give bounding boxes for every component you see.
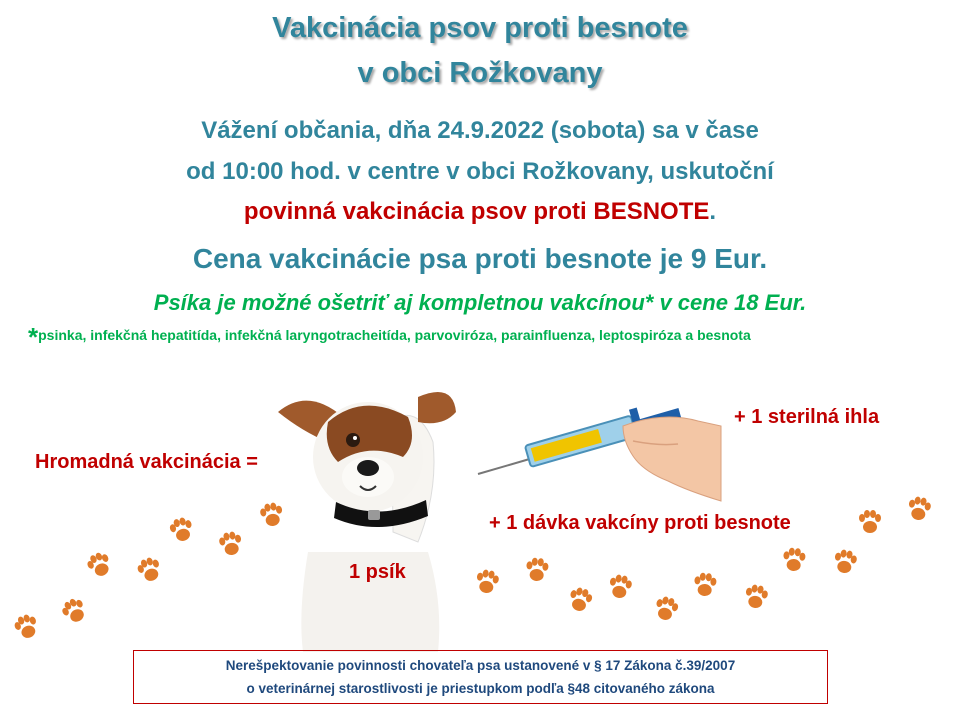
paw-print-icon bbox=[567, 586, 594, 614]
paw-print-icon bbox=[693, 572, 717, 597]
paw-print-icon bbox=[168, 516, 195, 544]
notice-line3-tail: . bbox=[709, 198, 717, 225]
complete-vaccine-line: Psíka je možné ošetriť aj kompletnou vakcínou* v cene 18 Eur. bbox=[153, 290, 807, 315]
paw-print-icon bbox=[782, 547, 806, 572]
notice-line3-red: povinná vakcinácia psov proti BESNOTE bbox=[243, 198, 710, 225]
legal-notice-box bbox=[133, 650, 828, 704]
paw-print-icon bbox=[832, 548, 858, 574]
footnote-star: * bbox=[28, 322, 39, 352]
page-title-line1: Vakcinácia psov proti besnote bbox=[272, 12, 688, 44]
legal-line1: Nerešpektovanie povinnosti chovateľa psa ustanovené v § 17 Zákona č.39/2007 bbox=[225, 658, 736, 673]
mass-vaccination-label: Hromadná vakcinácia = bbox=[35, 451, 258, 473]
paw-print-icon bbox=[474, 568, 500, 594]
price-line: Cena vakcinácie psa proti besnote je 9 Eur. bbox=[192, 243, 768, 274]
legal-line2: o veterinárnej starostlivosti je priestupkom podľa §48 citovaného zákona bbox=[246, 681, 715, 696]
page-title-line2: v obci Rožkovany bbox=[357, 57, 603, 89]
needle-label: + 1 sterilná ihla bbox=[734, 406, 880, 428]
dose-label: + 1 dávka vakcíny proti besnote bbox=[489, 512, 791, 534]
paw-print-icon bbox=[85, 550, 115, 580]
paw-print-icon bbox=[218, 530, 244, 556]
paw-print-icon bbox=[743, 583, 769, 609]
notice-line1: Vážení občania, dňa 24.9.2022 (sobota) sa v čase bbox=[201, 117, 759, 144]
syringe-illustration bbox=[473, 406, 723, 506]
paw-print-icon bbox=[607, 573, 633, 599]
paw-print-icon bbox=[906, 495, 932, 521]
paw-print-icon bbox=[59, 595, 90, 626]
dog-label: 1 psík bbox=[349, 561, 406, 583]
paw-print-icon bbox=[653, 595, 680, 623]
paw-print-icon bbox=[525, 557, 549, 582]
paw-print-icon bbox=[12, 612, 41, 641]
paw-print-icon bbox=[135, 555, 164, 584]
notice-line2: od 10:00 hod. v centre v obci Rožkovany, uskutoční bbox=[186, 158, 774, 185]
dog-illustration bbox=[268, 382, 458, 652]
paw-print-icon bbox=[859, 510, 881, 533]
footnote-text: psinka, infekčná hepatitída, infekčná laryngotracheitída, parvoviróza, parainfluenza, leptospiróza a besnota bbox=[38, 327, 751, 343]
